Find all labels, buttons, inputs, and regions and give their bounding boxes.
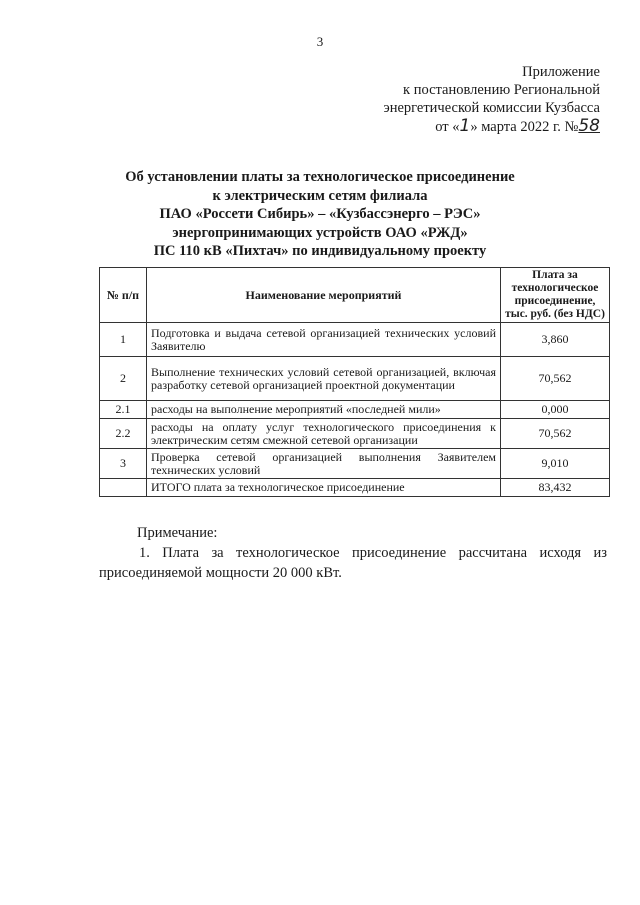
row-num (100, 479, 147, 497)
appendix-label: Приложение (522, 64, 600, 80)
date-prefix: от « (435, 119, 460, 135)
date-suffix: » марта 2022 г. № (470, 119, 579, 135)
row-fee: 70,562 (501, 419, 610, 449)
row-fee: 9,010 (501, 449, 610, 479)
row-num: 3 (100, 449, 147, 479)
note-item: 1. Плата за технологическое присоединение рассчитана исходя из присоединяемой мощности 20 000 кВт. (99, 545, 607, 581)
row-num: 2.1 (100, 401, 147, 419)
page-number: 3 (316, 34, 324, 49)
row-name: расходы на выполнение мероприятий «последней мили» (147, 401, 501, 419)
table-header-row (100, 268, 610, 323)
row-name: Проверка сетевой организацией выполнения Заявителем технических условий (147, 449, 501, 479)
table-row (100, 419, 610, 449)
row-num: 2 (100, 357, 147, 401)
table-row (100, 357, 610, 401)
header-name: Наименование мероприятий (147, 268, 501, 323)
title-line: ПАО «Россети Сибирь» – «Кузбассэнерго – РЭС» (159, 206, 481, 223)
table-row (100, 449, 610, 479)
title-line: Об установлении платы за технологическое присоединение (125, 169, 515, 185)
title-line: к электрическим сетям филиала (212, 187, 428, 204)
appendix-commission: энергетической комиссии Кузбасса (383, 100, 600, 116)
row-fee: 83,432 (501, 479, 610, 497)
fees-table (99, 267, 610, 497)
title-line: ПС 110 кВ «Пихтач» по индивидуальному проекту (153, 243, 487, 260)
row-num: 1 (100, 323, 147, 357)
note-heading: Примечание: (137, 525, 218, 541)
appendix-block (340, 63, 600, 136)
row-num: 2.2 (100, 419, 147, 449)
document-title (60, 168, 580, 261)
header-num: № п/п (100, 268, 147, 323)
handwritten-day: 1 (459, 116, 471, 136)
row-name: ИТОГО плата за технологическое присоединение (147, 479, 501, 497)
header-fee: Плата за технологическое присоединение, тыс. руб. (без НДС) (501, 268, 610, 323)
table-row (100, 401, 610, 419)
table-row (100, 323, 610, 357)
row-name: Подготовка и выдача сетевой организацией технических условий Заявителю (147, 323, 501, 357)
row-fee: 70,562 (501, 357, 610, 401)
table-total-row (100, 479, 610, 497)
row-name: расходы на оплату услуг технологического присоединения к электрическим сетям смежной сетевой организации (147, 419, 501, 449)
row-fee: 3,860 (501, 323, 610, 357)
handwritten-number: 58 (578, 116, 600, 136)
row-name: Выполнение технических условий сетевой организацией, включая разработку сетевой организацией проектной документации (147, 357, 501, 401)
appendix-reference: к постановлению Региональной (403, 82, 600, 98)
row-fee: 0,000 (501, 401, 610, 419)
appendix-date-line (340, 117, 600, 136)
title-line: энергопринимающих устройств ОАО «РЖД» (172, 224, 468, 241)
